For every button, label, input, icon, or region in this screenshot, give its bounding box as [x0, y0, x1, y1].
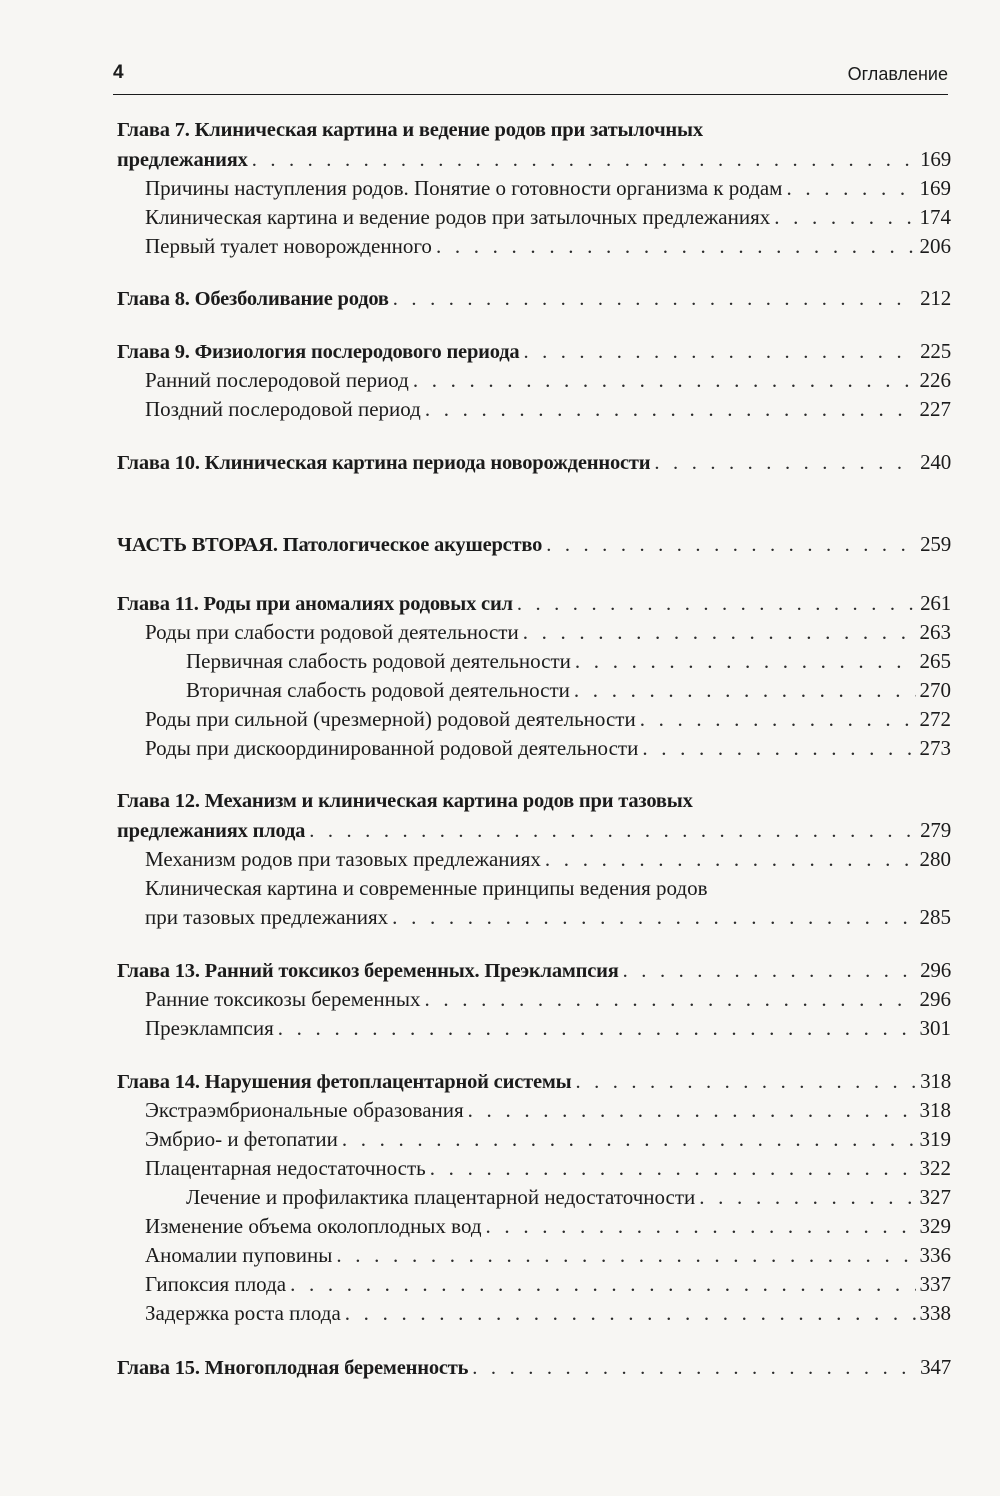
toc-leader-dots	[575, 647, 916, 676]
toc-entry	[145, 705, 951, 734]
toc-entry-title: Причины наступления родов. Понятие о готовности организма к родам	[145, 176, 783, 200]
toc-entry-page: 259	[920, 532, 951, 556]
toc-entry-title: Лечение и профилактика плацентарной недостаточности	[186, 1185, 696, 1209]
toc-entry-title: Задержка роста плода	[145, 1301, 341, 1325]
toc-entry-page: 338	[919, 1301, 951, 1325]
toc-entry	[145, 903, 951, 932]
toc-entry-title: Изменение объема околоплодных вод	[145, 1214, 482, 1238]
toc-leader-dots	[523, 618, 916, 647]
toc-entry-page: 212	[920, 286, 951, 310]
toc-entry-title: Аномалии пуповины	[145, 1243, 333, 1267]
toc-entry-title: ЧАСТЬ ВТОРАЯ. Патологическое акушерство	[117, 534, 543, 556]
toc-entry	[117, 145, 951, 174]
toc-entry	[145, 366, 951, 395]
toc-entry-title: Поздний послеродовой период	[145, 397, 421, 421]
toc-leader-dots	[278, 1014, 916, 1043]
toc-entry-title: Глава 13. Ранний токсикоз беременных. Преэклампсия	[117, 960, 619, 982]
toc-entry	[186, 1183, 951, 1212]
running-title: Оглавление	[847, 64, 948, 84]
toc-entry-page: 347	[920, 1355, 951, 1379]
toc-entry-page: 329	[919, 1214, 951, 1238]
toc-entry-page: 169	[920, 147, 951, 171]
toc-entry-page: 270	[919, 678, 951, 702]
toc-entry	[145, 845, 951, 874]
toc-leader-dots	[436, 232, 916, 261]
toc-leader-dots	[623, 957, 916, 986]
toc-entry-title: Роды при дискоординированной родовой деятельности	[145, 736, 639, 760]
toc-entry-page: 225	[920, 339, 951, 363]
toc-leader-dots	[699, 1183, 915, 1212]
toc-entry-title: Глава 11. Роды при аномалиях родовых сил	[117, 593, 513, 615]
toc-leader-dots	[545, 845, 916, 874]
toc-entry-page: 206	[919, 234, 951, 258]
toc-entry-title: Ранний послеродовой период	[145, 368, 409, 392]
toc-leader-dots	[290, 1270, 915, 1299]
toc-leader-dots	[642, 734, 915, 763]
toc-entry-title: Гипоксия плода	[145, 1272, 287, 1296]
toc-entry-title: Первичная слабость родовой деятельности	[186, 649, 571, 673]
toc-entry-page: 263	[919, 620, 951, 644]
toc-entry	[117, 337, 951, 366]
toc-entry	[145, 1299, 951, 1328]
toc-leader-dots	[472, 1354, 916, 1383]
toc-entry-title: Ранние токсикозы беременных	[145, 987, 421, 1011]
toc-entry-title: Экстраэмбриональные образования	[145, 1098, 464, 1122]
toc-entry	[145, 203, 951, 232]
toc-entry	[117, 787, 951, 816]
toc-entry-page: 261	[920, 591, 951, 615]
toc-entry	[117, 589, 951, 618]
toc-entry-title: Клиническая картина и ведение родов при затылочных предлежаниях	[145, 205, 771, 229]
toc-entry	[145, 1096, 951, 1125]
toc-entry-title: Роды при слабости родовой деятельности	[145, 620, 519, 644]
toc-entry-page: 169	[919, 176, 951, 200]
toc-entry-title: предлежаниях плода	[117, 820, 306, 842]
toc-entry-title: Глава 12. Механизм и клиническая картина родов при тазовых	[117, 790, 693, 812]
toc-entry-page: 226	[919, 368, 951, 392]
toc-leader-dots	[425, 395, 916, 424]
toc-leader-dots	[424, 985, 915, 1014]
toc-leader-dots	[309, 817, 916, 846]
toc-entry-page: 227	[919, 397, 951, 421]
toc-entry-page: 301	[919, 1016, 951, 1040]
toc-entry-title: Преэклампсия	[145, 1016, 274, 1040]
toc-leader-dots	[345, 1299, 916, 1328]
toc-entry	[117, 116, 951, 145]
toc-entry-title: Глава 10. Клиническая картина периода новорожденности	[117, 452, 651, 474]
toc-entry-title: Первый туалет новорожденного	[145, 234, 432, 258]
toc-entry-title: Плацентарная недостаточность	[145, 1156, 426, 1180]
toc-entry-page: 285	[919, 905, 951, 929]
toc-entry	[145, 1270, 951, 1299]
toc-entry-page: 296	[920, 958, 951, 982]
toc-entry	[117, 816, 951, 845]
toc-entry-title: Вторичная слабость родовой деятельности	[186, 678, 570, 702]
toc-entry	[117, 284, 951, 313]
toc-leader-dots	[640, 705, 916, 734]
toc-entry-title: Глава 8. Обезболивание родов	[117, 288, 389, 310]
toc-leader-dots	[575, 1068, 916, 1097]
toc-leader-dots	[774, 203, 915, 232]
toc-entry-page: 279	[920, 818, 951, 842]
toc-entry	[117, 530, 951, 559]
toc-entry-page: 280	[919, 847, 951, 871]
toc-entry-page: 318	[920, 1069, 951, 1093]
toc-leader-dots	[486, 1212, 916, 1241]
toc-entry-page: 337	[919, 1272, 951, 1296]
toc-entry	[145, 874, 951, 903]
toc-entry-title: Роды при сильной (чрезмерной) родовой деятельности	[145, 707, 636, 731]
toc-leader-dots	[546, 531, 916, 560]
toc-entry-title: Глава 7. Клиническая картина и ведение родов при затылочных	[117, 119, 703, 141]
toc-leader-dots	[523, 338, 916, 367]
toc-entry-page: 327	[919, 1185, 951, 1209]
toc-entry-title: Глава 14. Нарушения фетоплацентарной системы	[117, 1071, 572, 1093]
toc-entry	[145, 1212, 951, 1241]
toc-leader-dots	[786, 174, 915, 203]
toc-entry-page: 322	[919, 1156, 951, 1180]
toc-leader-dots	[392, 903, 915, 932]
toc-entry	[145, 618, 951, 647]
toc-entry-title: Механизм родов при тазовых предлежаниях	[145, 847, 541, 871]
toc-entry	[117, 1353, 951, 1382]
toc-entry	[145, 985, 951, 1014]
toc-leader-dots	[413, 366, 916, 395]
toc-entry	[145, 1014, 951, 1043]
toc-entry-page: 296	[919, 987, 951, 1011]
toc-leader-dots	[336, 1241, 915, 1270]
toc-entry	[145, 174, 951, 203]
toc-entry	[117, 448, 951, 477]
toc-leader-dots	[468, 1096, 916, 1125]
toc-entry-title: предлежаниях	[117, 149, 248, 171]
toc-entry	[145, 734, 951, 763]
page-number: 4	[113, 62, 124, 83]
toc-entry-page: 174	[919, 205, 951, 229]
toc-entry-page: 273	[919, 736, 951, 760]
toc-leader-dots	[574, 676, 916, 705]
toc-entry-title: при тазовых предлежаниях	[145, 905, 389, 929]
toc-entry-title: Клиническая картина и современные принципы ведения родов	[145, 876, 708, 900]
toc-leader-dots	[430, 1154, 916, 1183]
toc-entry	[145, 232, 951, 261]
toc-leader-dots	[393, 285, 916, 314]
toc-entry-page: 336	[919, 1243, 951, 1267]
toc-leader-dots	[654, 449, 916, 478]
toc-entry-page: 272	[919, 707, 951, 731]
toc-leader-dots	[342, 1125, 916, 1154]
toc-entry-page: 265	[919, 649, 951, 673]
toc-leader-dots	[517, 590, 916, 619]
toc-entry-title: Эмбрио- и фетопатии	[145, 1127, 338, 1151]
toc-entry-page: 240	[920, 450, 951, 474]
toc-leader-dots	[252, 146, 916, 175]
toc-entry-title: Глава 9. Физиология послеродового периода	[117, 341, 520, 363]
toc-entry	[117, 956, 951, 985]
toc-entry-page: 318	[919, 1098, 951, 1122]
toc-entry	[186, 676, 951, 705]
toc-entry	[117, 1067, 951, 1096]
toc-entry-page: 319	[919, 1127, 951, 1151]
toc-entry	[145, 1125, 951, 1154]
toc-entry	[145, 1154, 951, 1183]
toc-entry	[145, 1241, 951, 1270]
toc-entry	[186, 647, 951, 676]
toc-entry	[145, 395, 951, 424]
toc-entry-title: Глава 15. Многоплодная беременность	[117, 1357, 469, 1379]
